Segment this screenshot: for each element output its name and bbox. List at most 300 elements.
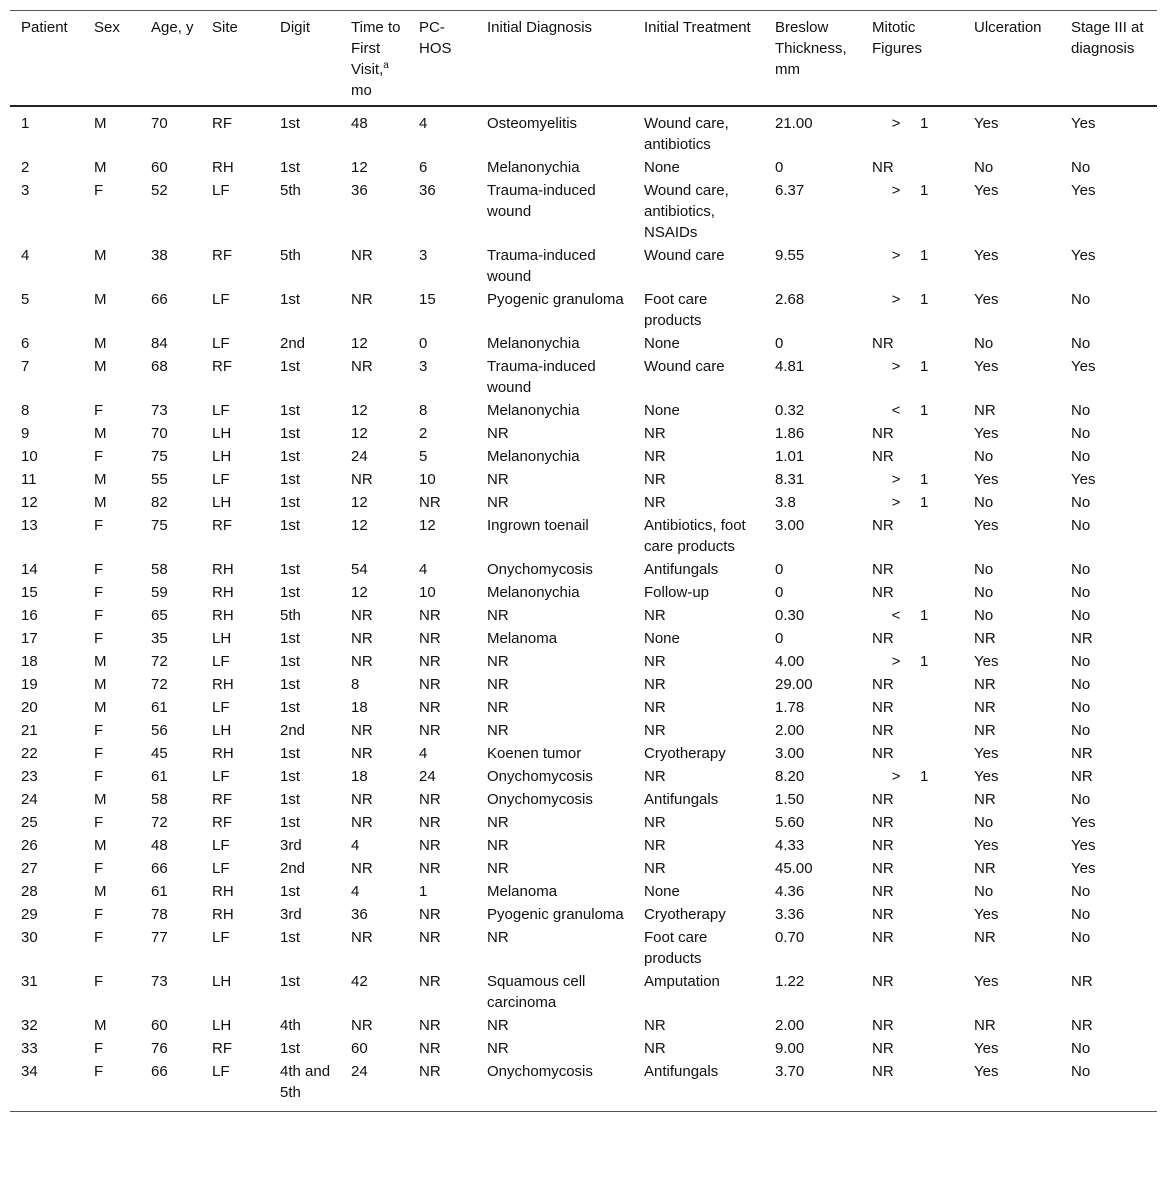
cell-pchos: NR xyxy=(419,837,441,854)
cell-stage: NR xyxy=(1071,1017,1093,1034)
cell-treatment: Wound care, antibiotics xyxy=(644,115,729,153)
cell-patient: 20 xyxy=(21,699,38,716)
cell-pchos: 10 xyxy=(419,471,436,488)
cell-diagnosis: NR xyxy=(487,699,509,716)
cell-breslow: 0.32 xyxy=(775,402,805,419)
table-body xyxy=(10,106,1157,1112)
cell-age: 45 xyxy=(151,745,168,762)
cell-digit: 1st xyxy=(280,883,301,900)
cell-age: 82 xyxy=(151,494,168,511)
table-row xyxy=(10,399,1157,422)
cell-mitotic xyxy=(861,468,963,491)
cell-treatment: NR xyxy=(644,860,666,877)
cell-digit: 1st xyxy=(280,929,301,946)
cell-patient: 19 xyxy=(21,676,38,693)
mitotic-comparator: > xyxy=(891,768,901,785)
cell-pchos: NR xyxy=(419,906,441,923)
mitotic-comparator: > xyxy=(891,247,901,264)
cell-stage: No xyxy=(1071,494,1091,511)
table-row xyxy=(10,244,1157,288)
mitotic-value xyxy=(872,766,928,787)
cell-sex: F xyxy=(94,561,104,578)
mitotic-comparator: < xyxy=(891,607,901,624)
cell-breslow: 9.55 xyxy=(775,247,805,264)
cell-pchos: NR xyxy=(419,607,441,624)
cell-digit: 1st xyxy=(280,768,301,785)
cell-pchos: 36 xyxy=(419,182,436,199)
cell-diagnosis: Trauma-induced wound xyxy=(487,247,596,285)
cell-treatment: None xyxy=(644,159,680,176)
cell-age: 35 xyxy=(151,630,168,647)
cell-digit: 1st xyxy=(280,115,301,132)
mitotic-value xyxy=(872,289,928,310)
cell-pchos: 12 xyxy=(419,517,436,534)
cell-ulceration: Yes xyxy=(974,291,999,308)
cell-site: LH xyxy=(212,630,232,647)
table-row xyxy=(10,445,1157,468)
cell-stage: No xyxy=(1071,402,1091,419)
cell-pchos: NR xyxy=(419,653,441,670)
cell-ulceration: NR xyxy=(974,1017,996,1034)
mitotic-comparator: > xyxy=(891,182,901,199)
header-ulceration: Ulceration xyxy=(963,11,1060,107)
cell-time: NR xyxy=(351,929,373,946)
cell-breslow: 3.8 xyxy=(775,494,796,511)
cell-diagnosis: NR xyxy=(487,1040,509,1057)
cell-site: LH xyxy=(212,1017,232,1034)
cell-diagnosis: Melanonychia xyxy=(487,335,580,352)
cell-patient: 13 xyxy=(21,517,38,534)
cell-age: 72 xyxy=(151,653,168,670)
table-container xyxy=(10,10,1157,1112)
cell-breslow: 4.36 xyxy=(775,883,805,900)
cell-treatment: NR xyxy=(644,768,666,785)
cell-sex: F xyxy=(94,517,104,534)
cell-treatment: Amputation xyxy=(644,973,720,990)
cell-sex: M xyxy=(94,471,107,488)
cell-ulceration: Yes xyxy=(974,837,999,854)
cell-breslow: 0.70 xyxy=(775,929,805,946)
cell-patient: 10 xyxy=(21,448,38,465)
cell-diagnosis: Osteomyelitis xyxy=(487,115,578,132)
cell-site: LH xyxy=(212,722,232,739)
cell-breslow: 6.37 xyxy=(775,182,805,199)
mitotic-value xyxy=(872,180,928,201)
table-row xyxy=(10,422,1157,445)
cell-stage: No xyxy=(1071,791,1091,808)
cell-diagnosis: Melanonychia xyxy=(487,159,580,176)
cell-mitotic xyxy=(861,179,963,244)
cell-patient: 32 xyxy=(21,1017,38,1034)
cell-ulceration: NR xyxy=(974,929,996,946)
cell-digit: 4th and 5th xyxy=(280,1063,331,1101)
cell-patient: 4 xyxy=(21,247,30,264)
cell-ulceration: Yes xyxy=(974,517,999,534)
cell-ulceration: Yes xyxy=(974,115,999,132)
cell-site: LH xyxy=(212,425,232,442)
cell-sex: F xyxy=(94,860,104,877)
table-row xyxy=(10,106,1157,156)
cell-digit: 1st xyxy=(280,517,301,534)
mitotic-comparator: > xyxy=(891,115,901,132)
cell-sex: F xyxy=(94,745,104,762)
cell-treatment: None xyxy=(644,630,680,647)
cell-stage: No xyxy=(1071,584,1091,601)
header-age: Age, y xyxy=(140,11,201,107)
mitotic-count: 1 xyxy=(920,494,929,511)
cell-mitotic: NR xyxy=(872,448,894,465)
cell-digit: 2nd xyxy=(280,722,306,739)
cell-patient: 7 xyxy=(21,358,30,375)
cell-mitotic: NR xyxy=(872,973,894,990)
cell-stage: Yes xyxy=(1071,115,1096,132)
mitotic-count: 1 xyxy=(920,471,929,488)
cell-age: 61 xyxy=(151,768,168,785)
cell-pchos: NR xyxy=(419,494,441,511)
cell-site: LF xyxy=(212,768,230,785)
cell-sex: F xyxy=(94,906,104,923)
cell-treatment: Antibiotics, foot care products xyxy=(644,517,746,555)
table-row xyxy=(10,742,1157,765)
cell-age: 78 xyxy=(151,906,168,923)
cell-mitotic xyxy=(861,288,963,332)
cell-time: NR xyxy=(351,247,373,264)
cell-patient: 26 xyxy=(21,837,38,854)
cell-site: LH xyxy=(212,494,232,511)
cell-patient: 28 xyxy=(21,883,38,900)
cell-sex: F xyxy=(94,448,104,465)
cell-sex: M xyxy=(94,791,107,808)
cell-site: RH xyxy=(212,584,234,601)
cell-breslow: 0 xyxy=(775,584,784,601)
cell-site: RF xyxy=(212,791,232,808)
cell-ulceration: NR xyxy=(974,676,996,693)
cell-mitotic: NR xyxy=(872,630,894,647)
cell-site: LF xyxy=(212,291,230,308)
cell-mitotic xyxy=(861,491,963,514)
cell-ulceration: Yes xyxy=(974,471,999,488)
table-row xyxy=(10,179,1157,244)
cell-time: 8 xyxy=(351,676,360,693)
cell-stage: No xyxy=(1071,425,1091,442)
cell-age: 70 xyxy=(151,115,168,132)
cell-sex: F xyxy=(94,182,104,199)
cell-mitotic: NR xyxy=(872,1040,894,1057)
cell-digit: 1st xyxy=(280,471,301,488)
header-patient: Patient xyxy=(10,11,83,107)
cell-pchos: NR xyxy=(419,699,441,716)
cell-stage: No xyxy=(1071,607,1091,624)
cell-digit: 5th xyxy=(280,607,301,624)
cell-treatment: NR xyxy=(644,1040,666,1057)
cell-stage: No xyxy=(1071,335,1091,352)
cell-treatment: Cryotherapy xyxy=(644,745,726,762)
cell-site: LF xyxy=(212,402,230,419)
mitotic-value xyxy=(872,492,928,513)
cell-sex: M xyxy=(94,653,107,670)
cell-sex: F xyxy=(94,768,104,785)
cell-time: 4 xyxy=(351,883,360,900)
cell-digit: 1st xyxy=(280,814,301,831)
cell-sex: M xyxy=(94,159,107,176)
cell-site: LF xyxy=(212,182,230,199)
cell-breslow: 1.86 xyxy=(775,425,805,442)
table-row xyxy=(10,558,1157,581)
cell-sex: M xyxy=(94,425,107,442)
cell-age: 66 xyxy=(151,1063,168,1080)
mitotic-comparator: > xyxy=(891,291,901,308)
cell-pchos: 10 xyxy=(419,584,436,601)
table-row xyxy=(10,1060,1157,1112)
cell-breslow: 1.78 xyxy=(775,699,805,716)
cell-mitotic: NR xyxy=(872,1063,894,1080)
cell-age: 73 xyxy=(151,973,168,990)
cell-pchos: 5 xyxy=(419,448,428,465)
cell-treatment: Foot care products xyxy=(644,929,708,967)
cell-breslow: 21.00 xyxy=(775,115,813,132)
cell-pchos: NR xyxy=(419,1017,441,1034)
cell-sex: F xyxy=(94,1040,104,1057)
cell-pchos: NR xyxy=(419,973,441,990)
cell-breslow: 4.81 xyxy=(775,358,805,375)
mitotic-count: 1 xyxy=(920,358,929,375)
cell-age: 65 xyxy=(151,607,168,624)
cell-ulceration: Yes xyxy=(974,182,999,199)
header-digit: Digit xyxy=(269,11,340,107)
cell-treatment: None xyxy=(644,402,680,419)
cell-digit: 2nd xyxy=(280,335,306,352)
cell-patient: 29 xyxy=(21,906,38,923)
table-row xyxy=(10,604,1157,627)
cell-diagnosis: Melanonychia xyxy=(487,584,580,601)
cell-mitotic xyxy=(861,765,963,788)
cell-treatment: NR xyxy=(644,1017,666,1034)
cell-sex: M xyxy=(94,335,107,352)
header-sex: Sex xyxy=(83,11,140,107)
cell-sex: M xyxy=(94,883,107,900)
cell-pchos: NR xyxy=(419,860,441,877)
cell-age: 61 xyxy=(151,883,168,900)
cell-ulceration: Yes xyxy=(974,653,999,670)
table-row xyxy=(10,834,1157,857)
cell-treatment: NR xyxy=(644,425,666,442)
cell-time: 24 xyxy=(351,1063,368,1080)
cell-stage: Yes xyxy=(1071,247,1096,264)
mitotic-comparator: < xyxy=(891,402,901,419)
cell-diagnosis: NR xyxy=(487,837,509,854)
cell-patient: 14 xyxy=(21,561,38,578)
cell-sex: F xyxy=(94,814,104,831)
cell-patient: 16 xyxy=(21,607,38,624)
cell-diagnosis: NR xyxy=(487,607,509,624)
cell-pchos: NR xyxy=(419,630,441,647)
cell-patient: 9 xyxy=(21,425,30,442)
cell-treatment: NR xyxy=(644,607,666,624)
cell-age: 72 xyxy=(151,676,168,693)
cell-patient: 21 xyxy=(21,722,38,739)
cell-sex: F xyxy=(94,929,104,946)
cell-sex: M xyxy=(94,115,107,132)
cell-digit: 5th xyxy=(280,247,301,264)
header-site: Site xyxy=(201,11,269,107)
cell-stage: No xyxy=(1071,906,1091,923)
cell-treatment: NR xyxy=(644,837,666,854)
cell-breslow: 0 xyxy=(775,561,784,578)
mitotic-count: 1 xyxy=(920,182,929,199)
cell-ulceration: No xyxy=(974,494,994,511)
header-pchos: PC-HOS xyxy=(408,11,476,107)
cell-time: NR xyxy=(351,1017,373,1034)
cell-ulceration: No xyxy=(974,561,994,578)
cell-site: RF xyxy=(212,814,232,831)
cell-site: LF xyxy=(212,335,230,352)
cell-digit: 1st xyxy=(280,653,301,670)
cell-mitotic xyxy=(861,604,963,627)
mitotic-count: 1 xyxy=(920,115,929,132)
cell-time: NR xyxy=(351,653,373,670)
cell-mitotic xyxy=(861,650,963,673)
cell-diagnosis: Onychomycosis xyxy=(487,768,593,785)
mitotic-value xyxy=(872,400,928,421)
cell-age: 72 xyxy=(151,814,168,831)
cell-site: LF xyxy=(212,653,230,670)
cell-digit: 1st xyxy=(280,402,301,419)
cell-sex: M xyxy=(94,291,107,308)
cell-patient: 6 xyxy=(21,335,30,352)
cell-pchos: NR xyxy=(419,1063,441,1080)
cell-site: RH xyxy=(212,607,234,624)
cell-breslow: 2.00 xyxy=(775,1017,805,1034)
cell-diagnosis: NR xyxy=(487,722,509,739)
cell-patient: 22 xyxy=(21,745,38,762)
cell-stage: NR xyxy=(1071,768,1093,785)
cell-time: NR xyxy=(351,814,373,831)
cell-sex: F xyxy=(94,722,104,739)
cell-stage: Yes xyxy=(1071,182,1096,199)
cell-age: 48 xyxy=(151,837,168,854)
cell-mitotic: NR xyxy=(872,722,894,739)
header-time-to-first-visit xyxy=(340,11,408,107)
mitotic-count: 1 xyxy=(920,291,929,308)
cell-diagnosis: NR xyxy=(487,471,509,488)
cell-ulceration: NR xyxy=(974,860,996,877)
cell-ulceration: Yes xyxy=(974,745,999,762)
cell-digit: 1st xyxy=(280,630,301,647)
mitotic-comparator: > xyxy=(891,471,901,488)
cell-time: NR xyxy=(351,630,373,647)
cell-ulceration: Yes xyxy=(974,1063,999,1080)
cell-age: 70 xyxy=(151,425,168,442)
cell-site: RF xyxy=(212,1040,232,1057)
cell-sex: F xyxy=(94,584,104,601)
cell-stage: No xyxy=(1071,517,1091,534)
cell-treatment: NR xyxy=(644,448,666,465)
cell-age: 75 xyxy=(151,448,168,465)
cell-mitotic: NR xyxy=(872,791,894,808)
cell-stage: No xyxy=(1071,1063,1091,1080)
cell-diagnosis: Pyogenic granuloma xyxy=(487,906,624,923)
cell-digit: 1st xyxy=(280,425,301,442)
mitotic-count: 1 xyxy=(920,607,929,624)
cell-diagnosis: Squamous cell carcinoma xyxy=(487,973,586,1011)
cell-breslow: 0.30 xyxy=(775,607,805,624)
cell-sex: M xyxy=(94,1017,107,1034)
cell-breslow: 29.00 xyxy=(775,676,813,693)
cell-breslow: 4.00 xyxy=(775,653,805,670)
cell-ulceration: Yes xyxy=(974,425,999,442)
cell-diagnosis: Melanonychia xyxy=(487,402,580,419)
table-row xyxy=(10,1037,1157,1060)
cell-breslow: 3.00 xyxy=(775,745,805,762)
cell-site: LF xyxy=(212,699,230,716)
cell-ulceration: No xyxy=(974,335,994,352)
mitotic-comparator: > xyxy=(891,653,901,670)
table-row xyxy=(10,857,1157,880)
cell-diagnosis: NR xyxy=(487,1017,509,1034)
cell-ulceration: NR xyxy=(974,630,996,647)
cell-stage: No xyxy=(1071,883,1091,900)
cell-ulceration: No xyxy=(974,814,994,831)
cell-site: RH xyxy=(212,906,234,923)
mitotic-count: 1 xyxy=(920,247,929,264)
mitotic-count: 1 xyxy=(920,402,929,419)
cell-pchos: NR xyxy=(419,791,441,808)
header-initial-treatment: Initial Treatment xyxy=(633,11,764,107)
cell-sex: F xyxy=(94,607,104,624)
cell-sex: M xyxy=(94,699,107,716)
cell-ulceration: NR xyxy=(974,722,996,739)
cell-patient: 24 xyxy=(21,791,38,808)
cell-site: LF xyxy=(212,929,230,946)
table-row xyxy=(10,514,1157,558)
cell-ulceration: Yes xyxy=(974,768,999,785)
cell-diagnosis: Onychomycosis xyxy=(487,561,593,578)
cell-stage: No xyxy=(1071,699,1091,716)
cell-pchos: NR xyxy=(419,814,441,831)
cell-sex: M xyxy=(94,247,107,264)
cell-ulceration: NR xyxy=(974,791,996,808)
cell-diagnosis: NR xyxy=(487,653,509,670)
cell-breslow: 8.31 xyxy=(775,471,805,488)
cell-treatment: Cryotherapy xyxy=(644,906,726,923)
cell-sex: M xyxy=(94,494,107,511)
cell-treatment: NR xyxy=(644,722,666,739)
cell-treatment: NR xyxy=(644,814,666,831)
table-row xyxy=(10,926,1157,970)
patient-table xyxy=(10,10,1157,1112)
cell-pchos: NR xyxy=(419,676,441,693)
cell-patient: 30 xyxy=(21,929,38,946)
cell-pchos: 4 xyxy=(419,115,428,132)
table-row xyxy=(10,581,1157,604)
cell-digit: 1st xyxy=(280,358,301,375)
mitotic-value xyxy=(872,651,928,672)
cell-pchos: 8 xyxy=(419,402,428,419)
cell-mitotic: NR xyxy=(872,676,894,693)
cell-treatment: Foot care products xyxy=(644,291,708,329)
cell-treatment: Antifungals xyxy=(644,1063,719,1080)
cell-breslow: 1.50 xyxy=(775,791,805,808)
cell-breslow: 3.00 xyxy=(775,517,805,534)
cell-mitotic: NR xyxy=(872,860,894,877)
cell-site: RF xyxy=(212,247,232,264)
cell-stage: No xyxy=(1071,291,1091,308)
table-row xyxy=(10,156,1157,179)
cell-time: 36 xyxy=(351,182,368,199)
cell-time: 36 xyxy=(351,906,368,923)
cell-stage: No xyxy=(1071,653,1091,670)
cell-diagnosis: NR xyxy=(487,425,509,442)
